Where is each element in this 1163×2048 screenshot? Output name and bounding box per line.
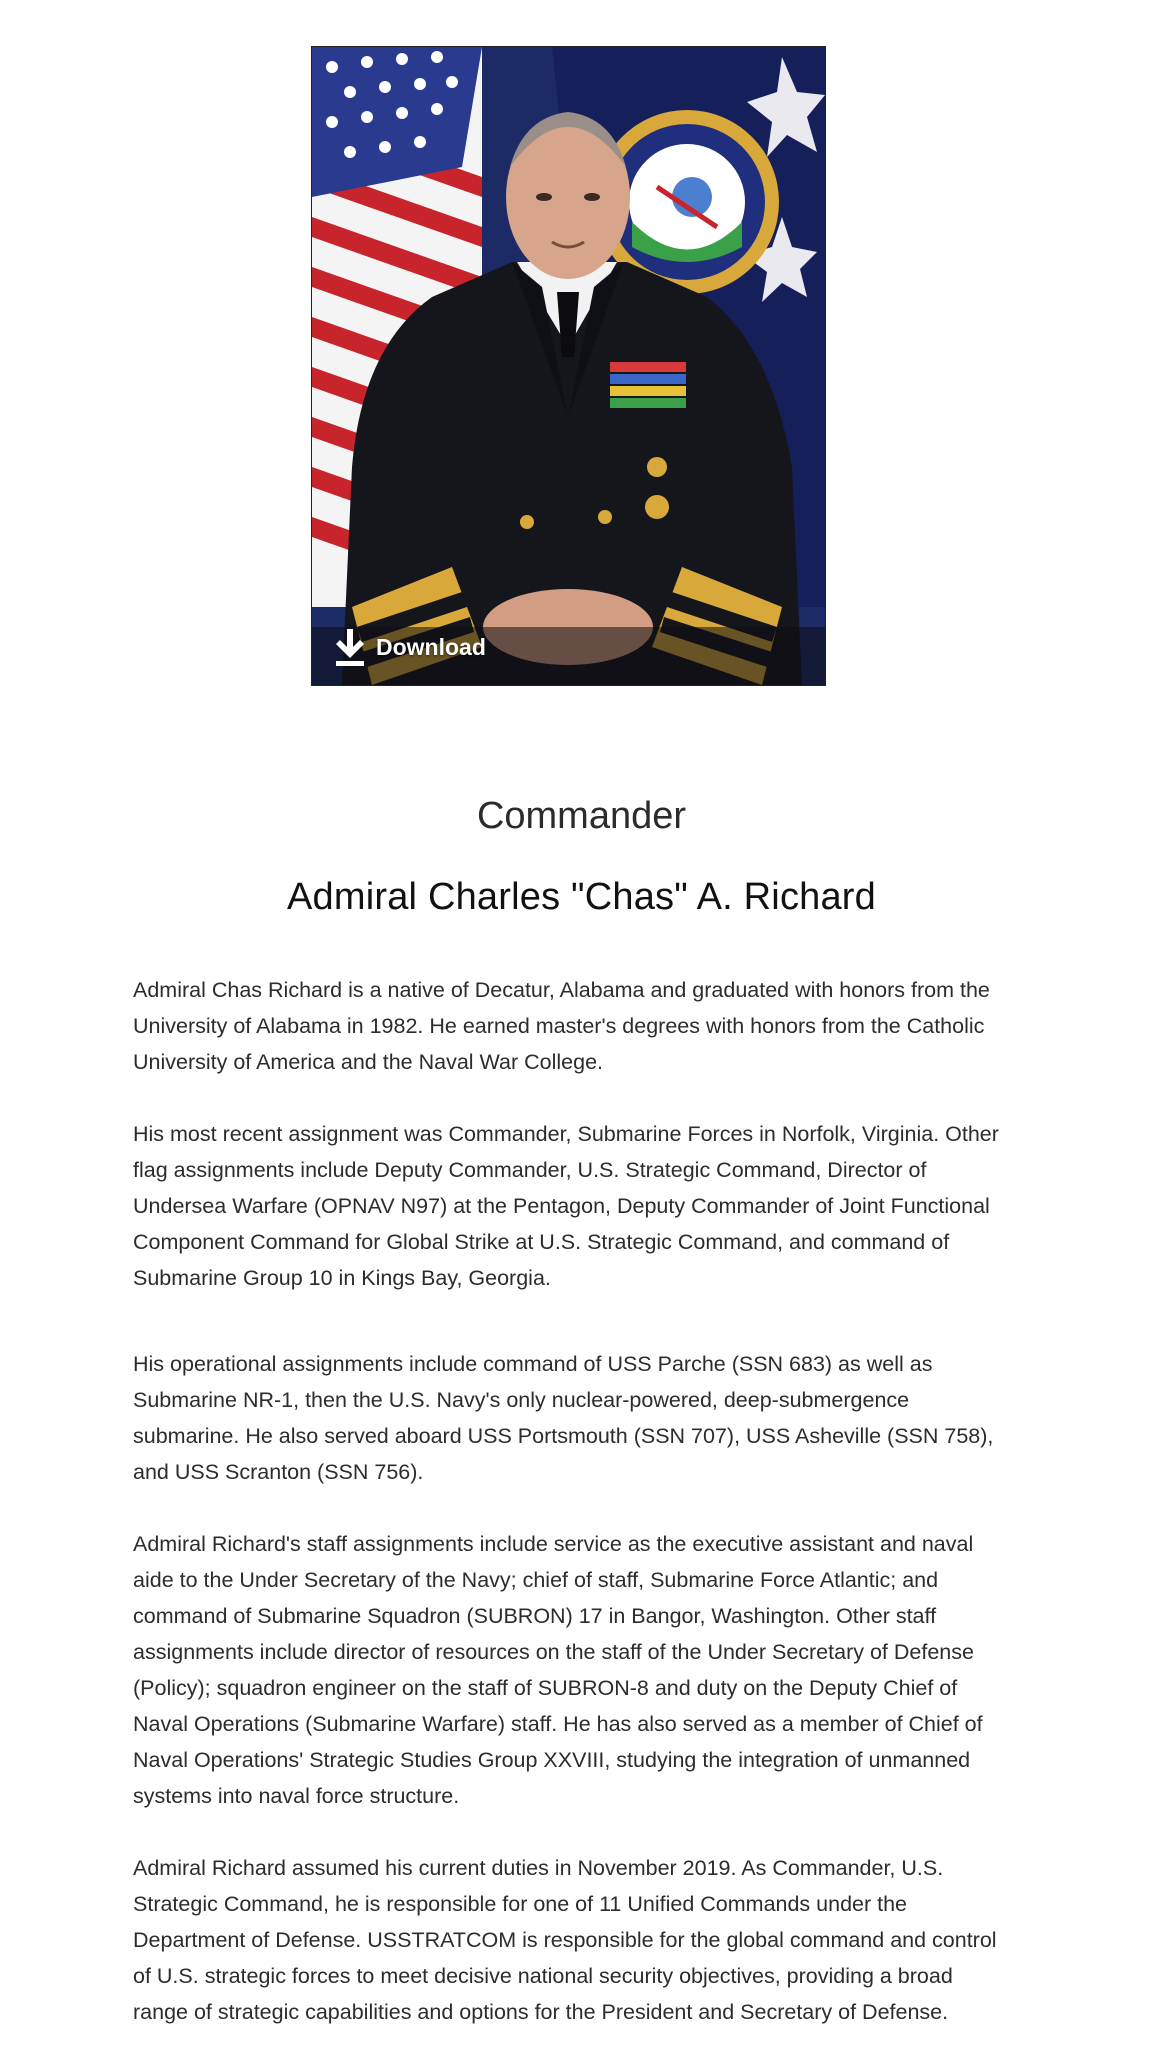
portrait-photo: [311, 46, 826, 686]
bio-paragraph: His operational assignments include command of USS Parche (SSN 683) as well as Submarine NR-1, then the U.S. Navy's only nuclear-powered, deep-submergence submarine. He also served aboard USS Portsmouth (SSN 707), USS Asheville (SSN 758), and USS Scranton (SSN 756).: [133, 1352, 994, 1484]
bio-paragraph: Admiral Chas Richard is a native of Decatur, Alabama and graduated with honors from the University of Alabama in 1982. He earned master's degrees with honors from the Catholic University of America and the Naval War College.: [133, 978, 990, 1074]
download-label: Download: [376, 633, 486, 660]
biography: [133, 972, 1013, 2030]
role-title: Commander: [476, 795, 687, 837]
bio-paragraph: Admiral Richard assumed his current duties in November 2019. As Commander, U.S. Strategic Command, he is responsible for one of 11 Unified Commands under the Department of Defense. USSTRATCOM is responsible for the global command and control of U.S. strategic forces to meet decisive national security objectives, providing a broad range of strategic capabilities and options for the President and Secretary of Defense.: [133, 1856, 997, 2024]
portrait-illustration: [312, 47, 825, 685]
download-button[interactable]: [334, 627, 486, 667]
download-icon: [334, 627, 366, 667]
person-name: Admiral Charles "Chas" A. Richard: [286, 876, 876, 918]
bio-paragraph: Admiral Richard's staff assignments include service as the executive assistant and naval aide to the Under Secretary of the Navy; chief of staff, Submarine Force Atlantic; and command of Submarine Squadron (SUBRON) 17 in Bangor, Washington. Other staff assignments include director of resources on the staff of the Under Secretary of Defense (Policy); squadron engineer on the staff of SUBRON-8 and duty on the Deputy Chief of Naval Operations (Submarine Warfare) staff. He has also served as a member of Chief of Naval Operations' Strategic Studies Group XXVIII, studying the integration of unmanned systems into naval force structure.: [133, 1532, 983, 1808]
bio-paragraph: His most recent assignment was Commander, Submarine Forces in Norfolk, Virginia. Other flag assignments include Deputy Commander, U.S. Strategic Command, Director of Undersea Warfare (OPNAV N97) at the Pentagon, Deputy Commander of Joint Functional Component Command for Global Strike at U.S. Strategic Command, and command of Submarine Group 10 in Kings Bay, Georgia.: [133, 1122, 999, 1290]
